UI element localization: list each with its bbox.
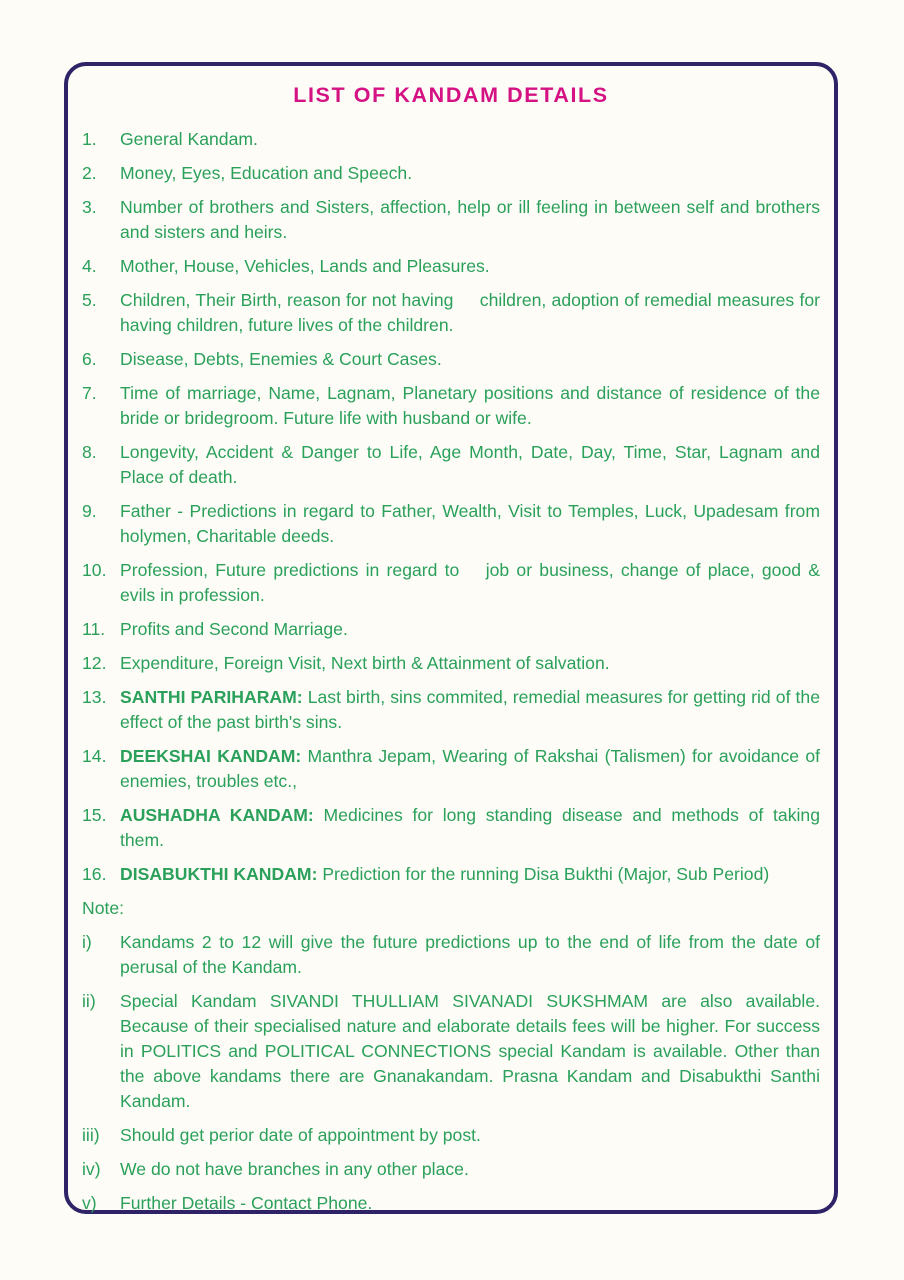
item-text (120, 1123, 820, 1148)
item-body: Father - Predictions in regard to Father, Wealth, Visit to Temples, Luck, Upadesam from holymen, Charitable deeds. (120, 501, 820, 546)
list-item (82, 1123, 820, 1148)
list-item (82, 440, 820, 490)
item-text (120, 347, 820, 372)
item-lead: DEEKSHAI KANDAM: (120, 746, 308, 766)
item-body: Mother, House, Vehicles, Lands and Pleasures. (120, 256, 490, 276)
item-text (120, 617, 820, 642)
item-number: 14. (82, 746, 107, 766)
list-item (82, 744, 820, 794)
item-body: Special Kandam SIVANDI THULLIAM SIVANADI SUKSHMAM are also available. Because of their specialised nature and elaborate details fees will be higher. For success in POLITICS and POLITICAL CONNECTIONS special Kandam is available. Other than the above kandams there are Gnanakandam. Prasna Kandam and Disabukthi Santhi Kandam. (120, 991, 820, 1111)
item-text (120, 744, 820, 794)
item-number: 15. (82, 805, 107, 825)
item-body: Should get perior date of appointment by post. (120, 1125, 481, 1145)
list-item (82, 558, 820, 608)
item-number: 1. (82, 129, 97, 149)
item-body: Longevity, Accident & Danger to Life, Age Month, Date, Day, Time, Star, Lagnam and Place of death. (120, 442, 820, 487)
list-item (82, 254, 820, 279)
note-label: Note: (82, 898, 125, 918)
item-text (120, 499, 820, 549)
item-number: 9. (82, 501, 97, 521)
list-item (82, 127, 820, 152)
list-item (82, 347, 820, 372)
list-item (82, 195, 820, 245)
item-body: Money, Eyes, Education and Speech. (120, 163, 413, 183)
item-text (120, 195, 820, 245)
item-number: i) (82, 932, 92, 952)
item-number: 2. (82, 163, 97, 183)
page-title: LIST OF KANDAM DETAILS (293, 83, 609, 107)
item-number: 3. (82, 197, 97, 217)
list-item (82, 499, 820, 549)
item-number: iv) (82, 1159, 101, 1179)
list-item (82, 685, 820, 735)
item-text (120, 381, 820, 431)
item-body: Prediction for the running Disa Bukthi (Major, Sub Period) (322, 864, 770, 884)
item-body: Manthra Jepam, Wearing of Rakshai (Talismen) for avoidance of enemies, troubles etc., (120, 746, 821, 791)
item-number: v) (82, 1193, 97, 1213)
item-text (120, 930, 820, 980)
item-lead: AUSHADHA KANDAM: (120, 805, 324, 825)
list-item (82, 1157, 820, 1182)
item-lead: DISABUKTHI KANDAM: (120, 864, 323, 884)
item-number: 10. (82, 560, 107, 580)
item-text (120, 803, 820, 853)
list-item (82, 1191, 820, 1216)
item-text (120, 254, 820, 279)
item-number: 12. (82, 653, 107, 673)
list-item (82, 161, 820, 186)
content-frame (64, 62, 838, 1214)
item-number: 8. (82, 442, 97, 462)
item-text (120, 127, 820, 152)
item-body: Last birth, sins commited, remedial measures for getting rid of the effect of the past birth's sins. (120, 687, 820, 732)
item-text (120, 685, 820, 735)
item-body: Medicines for long standing disease and methods of taking them. (120, 805, 820, 850)
item-body: Time of marriage, Name, Lagnam, Planetary positions and distance of residence of the bride or bridegroom. Future life with husband or wife. (120, 383, 820, 428)
item-number: 7. (82, 383, 97, 403)
item-text (120, 651, 820, 676)
item-text (120, 558, 820, 608)
item-body: Number of brothers and Sisters, affection, help or ill feeling in between self and brothers and sisters and heirs. (120, 197, 820, 242)
item-text (120, 1191, 820, 1216)
item-number: 16. (82, 864, 107, 884)
item-text (120, 288, 820, 338)
list-item (82, 617, 820, 642)
item-number: 4. (82, 256, 97, 276)
item-number: ii) (82, 991, 96, 1011)
item-body: Profits and Second Marriage. (120, 619, 348, 639)
item-body: Disease, Debts, Enemies & Court Cases. (120, 349, 442, 369)
item-body: Further Details - Contact Phone. (120, 1193, 373, 1213)
item-number: 6. (82, 349, 97, 369)
list-item (82, 803, 820, 853)
item-number: iii) (82, 1125, 100, 1145)
item-body: General Kandam. (120, 129, 258, 149)
item-number: 5. (82, 290, 97, 310)
list-item (82, 989, 820, 1114)
list-item (82, 862, 820, 887)
item-text (120, 1157, 820, 1182)
item-body: Children, Their Birth, reason for not having children, adoption of remedial measures for having children, future lives of the children. (120, 290, 820, 335)
list-item (82, 381, 820, 431)
item-lead: SANTHI PARIHARAM: (120, 687, 308, 707)
item-body: Kandams 2 to 12 will give the future predictions up to the end of life from the date of perusal of the Kandam. (120, 932, 820, 977)
item-number: 13. (82, 687, 107, 707)
item-text (120, 440, 820, 490)
item-number: 11. (82, 619, 106, 639)
notes-list (82, 930, 820, 1216)
list-item (82, 930, 820, 980)
item-body: We do not have branches in any other place. (120, 1159, 469, 1179)
list-item (82, 651, 820, 676)
item-body: Profession, Future predictions in regard to job or business, change of place, good & evils in profession. (120, 560, 820, 605)
item-text (120, 161, 820, 186)
kandam-list (82, 127, 820, 887)
item-text (120, 989, 820, 1114)
item-body: Expenditure, Foreign Visit, Next birth & Attainment of salvation. (120, 653, 610, 673)
item-text (120, 862, 820, 887)
list-item (82, 288, 820, 338)
